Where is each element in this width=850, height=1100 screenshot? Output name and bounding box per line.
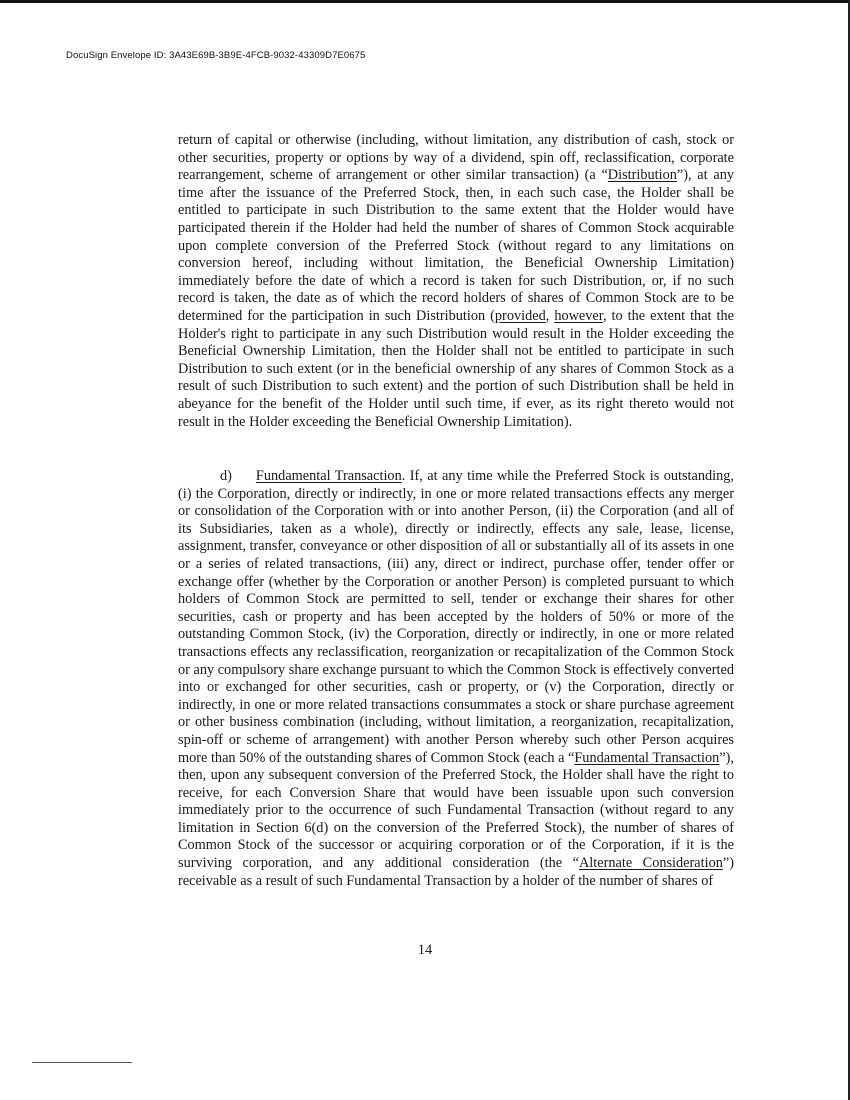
text-run: ”), then, upon any subsequent conversion of the Preferred Stock, the Holder shall have the right to receive, for each Conversion Share that would have been issuable upon such conversion immediately prior to the occurrence of such Fundamental Transaction (without regard to any limitation in Section 6(d) on the conversion of the Preferred Stock), the number of shares of Common Stock of the successor or acquiring corporation or of the Corporation, if it is the surviving corporation, and any additional consideration (the “ <box>178 749 734 872</box>
docusign-envelope-id: DocuSign Envelope ID: 3A43E69B-3B9E-4FCB-9032-43309D7E0675 <box>66 50 366 61</box>
text-run: , to the extent that the Holder's right to participate in any such Distribution would result in the Holder exceeding the Beneficial Ownership Limitation, then the Holder shall not be entitled to participate in such Distribution to such extent (or in the beneficial ownership of any shares of Common Stock as a result of such Distribution to such extent) and the portion of such Distribution shall be held in abeyance for the benefit of the Holder until such time, if ever, as its right thereto would not result in the Holder exceeding the Beneficial Ownership Limitation). <box>178 307 734 430</box>
footer-rule <box>32 1062 132 1063</box>
paragraph-distribution <box>178 132 734 431</box>
text-run: . If, at any time while the Preferred Stock is outstanding, (i) the Corporation, directly or indirectly, in one or more related transactions effects any merger or consolidation of the Corporation with or into another Person, (ii) the Corporation (and all of its Subsidiaries, taken as a whole), directly or indirectly, effects any sale, lease, license, assignment, transfer, conveyance or other disposition of all or substantially all of its assets in one or a series of related transactions, (iii) any, direct or indirect, purchase offer, tender offer or exchange offer (whether by the Corporation or another Person) is completed pursuant to which holders of Common Stock are permitted to sell, tender or exchange their shares for other securities, cash or property and has been accepted by the holders of 50% or more of the outstanding Common Stock, (iv) the Corporation, directly or indirectly, in one or more related transactions effects any reclassification, reorganization or recapitalization of the Common Stock or any compulsory share exchange pursuant to which the Common Stock is effectively converted into or exchanged for other securities, cash or property, or (v) the Corporation, directly or indirectly, in one or more related transactions consummates a stock or share purchase agreement or other business combination (including, without limitation, a reorganization, recapitalization, spin-off or scheme of arrangement) with another Person whereby such other Person acquires more than 50% of the outstanding shares of Common Stock (each a “ <box>178 468 734 766</box>
text-run: ”), at any time after the issuance of the Preferred Stock, then, in each such case, the Holder shall be entitled to participate in such Distribution to the same extent that the Holder would have participated therein if the Holder had held the number of shares of Common Stock acquirable upon complete conversion of the Preferred Stock (without regard to any limitations on conversion hereof, including without limitation, the Beneficial Ownership Limitation) immediately before the date of which a record is taken for such Distribution, or, if no such record is taken, the date as of which the record holders of shares of Common Stock are to be determined for the participation in such Distribution ( <box>178 167 734 324</box>
defined-term-distribution: Distribution <box>607 167 677 184</box>
section-heading: Fundamental Transaction <box>255 468 402 484</box>
scan-top-border <box>0 0 850 3</box>
term-however: however <box>554 307 603 324</box>
term-provided: provided <box>494 307 546 324</box>
text-run: return of capital or otherwise (including, without limitation, any distribution of cash, stock or other securities, property or options by way of a dividend, spin off, reclassification, corporate rearrangement, scheme of arrangement or other similar transaction) (a “ <box>178 132 734 184</box>
section-label: d) <box>220 468 232 484</box>
defined-term-fundamental-transaction: Fundamental Transaction <box>574 749 720 766</box>
page-number: 14 <box>417 942 433 958</box>
text-run: ”) receivable as a result of such Fundamental Transaction by a holder of the number of shares of <box>178 855 734 889</box>
paragraph-fundamental-transaction <box>178 468 734 890</box>
defined-term-alternate-consideration: Alternate Consideration <box>578 855 723 872</box>
text-run: , <box>545 307 555 324</box>
